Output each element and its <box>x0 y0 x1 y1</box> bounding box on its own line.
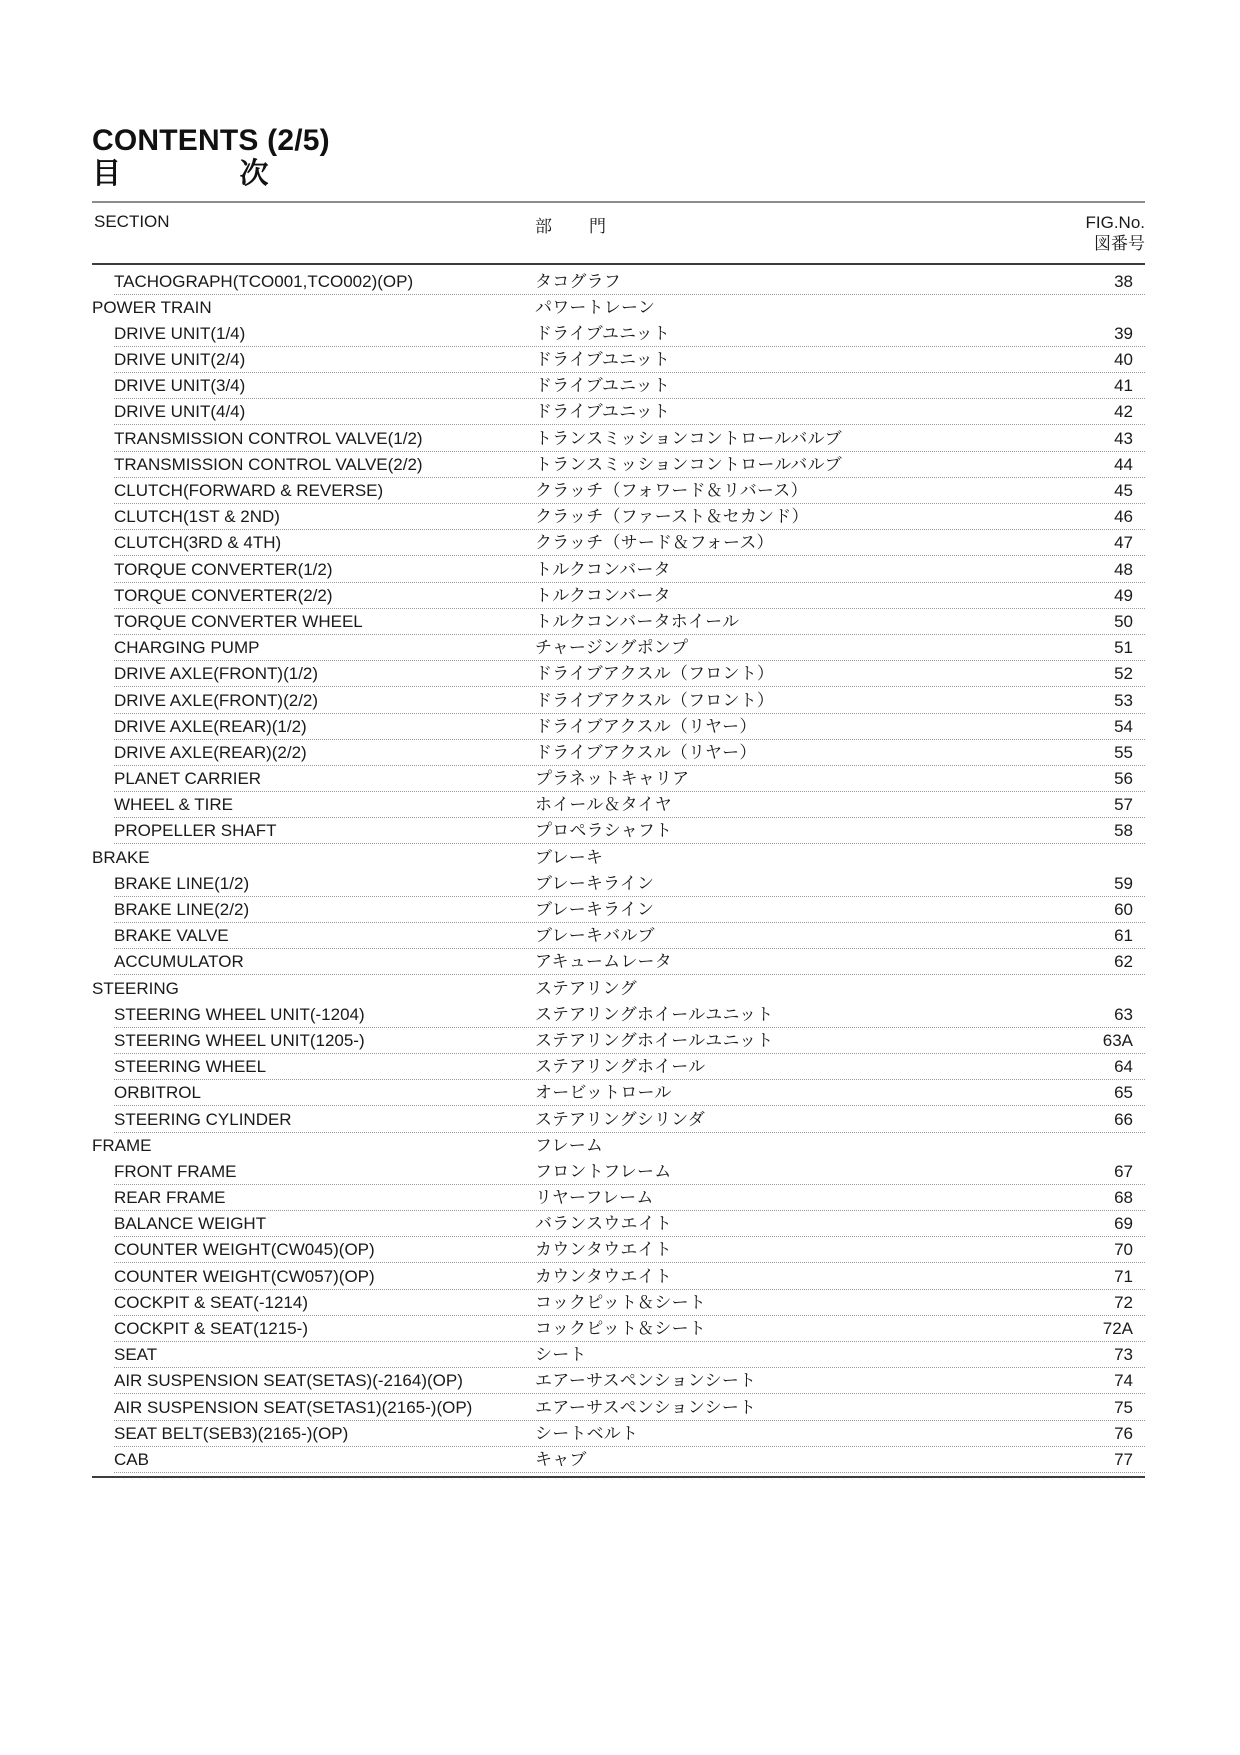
contents-entry-japanese: ブレーキ <box>535 847 604 867</box>
contents-entry-figno: 76 <box>1114 1423 1133 1443</box>
contents-table-body <box>92 265 1145 1473</box>
contents-entry-figno: 53 <box>1114 690 1133 710</box>
title-block <box>92 125 1145 191</box>
contents-item-row[interactable] <box>92 1290 1145 1316</box>
contents-entry-english: DRIVE UNIT(1/4) <box>114 323 246 343</box>
contents-group-row[interactable] <box>92 844 1145 870</box>
contents-entry-english: ACCUMULATOR <box>114 952 244 972</box>
contents-entry-japanese: ドライブユニット <box>535 376 671 396</box>
contents-entry-figno: 69 <box>1114 1214 1133 1234</box>
contents-entry-english: TORQUE CONVERTER(2/2) <box>114 585 333 605</box>
contents-entry-japanese: ブレーキライン <box>535 873 655 893</box>
contents-entry-english: CLUTCH(3RD & 4TH) <box>114 533 282 553</box>
contents-entry-english: ORBITROL <box>114 1083 201 1103</box>
contents-entry-english: DRIVE AXLE(REAR)(1/2) <box>114 716 307 736</box>
contents-entry-japanese: プラネットキャリア <box>535 769 690 789</box>
contents-entry-english: DRIVE AXLE(FRONT)(2/2) <box>114 690 319 710</box>
contents-entry-figno: 48 <box>1114 559 1133 579</box>
contents-item-row[interactable] <box>92 1080 1145 1106</box>
contents-item-row[interactable] <box>92 530 1145 556</box>
contents-entry-figno: 60 <box>1114 900 1133 920</box>
contents-entry-english: COUNTER WEIGHT(CW057)(OP) <box>114 1266 375 1286</box>
contents-entry-japanese: ホイール＆タイヤ <box>535 795 672 815</box>
contents-entry-japanese: エアーサスペンションシート <box>535 1397 757 1417</box>
contents-entry-english: TORQUE CONVERTER(1/2) <box>114 559 333 579</box>
contents-item-row[interactable] <box>92 268 1145 294</box>
contents-item-row[interactable] <box>92 1447 1145 1473</box>
contents-entry-figno: 73 <box>1114 1345 1133 1365</box>
contents-entry-japanese: シートベルト <box>535 1423 639 1443</box>
contents-entry-english: POWER TRAIN <box>92 297 212 317</box>
contents-entry-english: SEAT BELT(SEB3)(2165-)(OP) <box>114 1423 349 1443</box>
contents-item-row[interactable] <box>92 1421 1145 1447</box>
contents-entry-figno: 66 <box>1114 1109 1133 1129</box>
contents-entry-japanese: カウンタウエイト <box>535 1240 672 1260</box>
contents-item-row[interactable] <box>92 792 1145 818</box>
contents-entry-figno: 47 <box>1114 533 1133 553</box>
contents-entry-english: BALANCE WEIGHT <box>114 1214 267 1234</box>
contents-entry-figno: 62 <box>1114 952 1133 972</box>
contents-entry-figno: 70 <box>1114 1240 1133 1260</box>
contents-entry-figno: 74 <box>1114 1371 1133 1391</box>
contents-item-row[interactable] <box>92 897 1145 923</box>
contents-entry-japanese: トルクコンバータホイール <box>535 611 740 631</box>
contents-item-row[interactable] <box>92 1028 1145 1054</box>
contents-entry-japanese: コックピット＆シート <box>535 1319 706 1339</box>
contents-entry-figno: 38 <box>1114 271 1133 291</box>
contents-item-row[interactable] <box>92 1316 1145 1342</box>
contents-item-row[interactable] <box>92 583 1145 609</box>
contents-entry-english: FRAME <box>92 1135 152 1155</box>
contents-entry-english: DRIVE UNIT(2/4) <box>114 350 246 370</box>
contents-item-row[interactable] <box>92 766 1145 792</box>
contents-item-row[interactable] <box>92 714 1145 740</box>
contents-entry-english: CLUTCH(FORWARD & REVERSE) <box>114 481 384 501</box>
contents-entry-english: WHEEL & TIRE <box>114 795 234 815</box>
table-header-row <box>92 203 1145 262</box>
contents-entry-english: REAR FRAME <box>114 1188 226 1208</box>
contents-item-row[interactable] <box>92 949 1145 975</box>
contents-item-row[interactable] <box>92 347 1145 373</box>
contents-entry-english: BRAKE <box>92 847 150 867</box>
contents-entry-japanese: バランスウエイト <box>535 1214 673 1234</box>
contents-entry-figno: 54 <box>1114 716 1133 736</box>
contents-item-row[interactable] <box>92 661 1145 687</box>
contents-item-row[interactable] <box>92 1002 1145 1028</box>
contents-entry-english: DRIVE UNIT(3/4) <box>114 376 246 396</box>
contents-entry-japanese: ステアリングホイールユニット <box>535 1004 774 1024</box>
contents-item-row[interactable] <box>92 504 1145 530</box>
contents-item-row[interactable] <box>92 635 1145 661</box>
contents-entry-japanese: カウンタウエイト <box>535 1266 672 1286</box>
contents-entry-figno: 67 <box>1114 1161 1133 1181</box>
contents-entry-english: STEERING CYLINDER <box>114 1109 292 1129</box>
contents-entry-figno: 65 <box>1114 1083 1133 1103</box>
contents-item-row[interactable] <box>92 321 1145 347</box>
contents-group-row[interactable] <box>92 975 1145 1001</box>
contents-item-row[interactable] <box>92 1263 1145 1289</box>
table-bottom-divider <box>92 1476 1145 1478</box>
contents-entry-japanese: ドライブユニット <box>535 402 671 422</box>
contents-entry-japanese: ドライブアクスル（フロント） <box>535 690 775 710</box>
contents-item-row[interactable] <box>92 425 1145 451</box>
contents-item-row[interactable] <box>92 1185 1145 1211</box>
contents-entry-japanese: クラッチ（サード＆フォース） <box>535 533 774 553</box>
contents-entry-figno: 56 <box>1114 769 1133 789</box>
contents-item-row[interactable] <box>92 818 1145 844</box>
contents-entry-english: STEERING WHEEL <box>114 1057 267 1077</box>
column-header-figno-japanese: 図番号 <box>1094 234 1145 254</box>
page-title-japanese: 目 次 <box>92 158 270 191</box>
contents-entry-english: SEAT <box>114 1345 158 1365</box>
contents-entry-figno: 68 <box>1114 1188 1133 1208</box>
contents-entry-figno: 77 <box>1114 1449 1133 1469</box>
column-header-section-japanese: 部 門 <box>535 216 607 236</box>
contents-entry-figno: 55 <box>1114 742 1133 762</box>
contents-entry-english: PLANET CARRIER <box>114 769 262 789</box>
contents-entry-figno: 51 <box>1114 638 1133 658</box>
contents-item-row[interactable] <box>92 478 1145 504</box>
contents-entry-figno: 64 <box>1114 1057 1133 1077</box>
contents-entry-figno: 40 <box>1114 350 1133 370</box>
contents-entry-english: AIR SUSPENSION SEAT(SETAS1)(2165-)(OP) <box>114 1397 473 1417</box>
contents-entry-english: BRAKE VALVE <box>114 926 229 946</box>
contents-entry-figno: 46 <box>1114 507 1133 527</box>
contents-entry-english: BRAKE LINE(2/2) <box>114 900 250 920</box>
column-header-figno <box>955 212 1145 255</box>
page-title-english: CONTENTS (2/5) <box>92 124 330 157</box>
contents-entry-english: COCKPIT & SEAT(1215-) <box>114 1319 308 1339</box>
contents-entry-figno: 63 <box>1114 1004 1133 1024</box>
contents-item-row[interactable] <box>92 923 1145 949</box>
contents-entry-japanese: ブレーキライン <box>535 900 655 920</box>
contents-item-row[interactable] <box>92 1159 1145 1185</box>
contents-entry-english: TRANSMISSION CONTROL VALVE(1/2) <box>114 428 423 448</box>
contents-entry-japanese: クラッチ（ファースト＆セカンド） <box>535 507 809 527</box>
contents-group-row[interactable] <box>92 1133 1145 1159</box>
contents-entry-japanese: トルクコンバータ <box>535 559 671 579</box>
contents-item-row[interactable] <box>92 399 1145 425</box>
contents-entry-japanese: エアーサスペンションシート <box>535 1371 757 1391</box>
column-header-figno-english: FIG.No. <box>1085 212 1145 232</box>
contents-entry-japanese: フレーム <box>535 1135 604 1155</box>
contents-item-row[interactable] <box>92 609 1145 635</box>
contents-entry-english: STEERING WHEEL UNIT(1205-) <box>114 1030 365 1050</box>
contents-item-row[interactable] <box>92 1106 1145 1132</box>
contents-entry-japanese: ドライブアクスル（フロント） <box>535 664 775 684</box>
contents-item-row[interactable] <box>92 373 1145 399</box>
contents-entry-japanese: ステアリングホイール <box>535 1057 706 1077</box>
contents-entry-english: TRANSMISSION CONTROL VALVE(2/2) <box>114 454 423 474</box>
contents-item-row[interactable] <box>92 1368 1145 1394</box>
contents-entry-figno: 71 <box>1114 1266 1133 1286</box>
contents-entry-figno: 72A <box>1102 1319 1133 1339</box>
contents-item-row[interactable] <box>92 1237 1145 1263</box>
contents-entry-figno: 59 <box>1114 873 1133 893</box>
contents-item-row[interactable] <box>92 871 1145 897</box>
contents-entry-figno: 52 <box>1114 664 1133 684</box>
contents-entry-japanese: パワートレーン <box>535 297 656 317</box>
contents-item-row[interactable] <box>92 687 1145 713</box>
contents-item-row[interactable] <box>92 1394 1145 1420</box>
contents-entry-english: CHARGING PUMP <box>114 638 260 658</box>
contents-group-row[interactable] <box>92 295 1145 321</box>
contents-entry-japanese: クラッチ（フォワード＆リバース） <box>535 481 808 501</box>
contents-entry-english: FRONT FRAME <box>114 1161 237 1181</box>
contents-entry-figno: 43 <box>1114 428 1133 448</box>
contents-entry-figno: 42 <box>1114 402 1133 422</box>
contents-entry-japanese: キャブ <box>535 1449 587 1469</box>
contents-entry-japanese: シート <box>535 1345 587 1365</box>
contents-entry-english: DRIVE UNIT(4/4) <box>114 402 246 422</box>
contents-entry-japanese: ドライブユニット <box>535 350 671 370</box>
contents-entry-figno: 72 <box>1114 1292 1133 1312</box>
contents-entry-english: CAB <box>114 1449 149 1469</box>
contents-entry-japanese: ステアリング <box>535 978 637 998</box>
contents-entry-english: STEERING <box>92 978 179 998</box>
contents-entry-japanese: ブレーキバルブ <box>535 926 655 946</box>
contents-entry-english: TORQUE CONVERTER WHEEL <box>114 611 363 631</box>
contents-entry-japanese: プロペラシャフト <box>535 821 673 841</box>
contents-entry-figno: 58 <box>1114 821 1133 841</box>
contents-entry-japanese: トルクコンバータ <box>535 585 671 605</box>
contents-entry-japanese: ステアリングホイールユニット <box>535 1030 774 1050</box>
column-header-section: SECTION <box>94 211 170 231</box>
contents-entry-japanese: ドライブアクスル（リヤー） <box>535 716 757 736</box>
contents-entry-japanese: タコグラフ <box>535 271 621 291</box>
contents-entry-english: DRIVE AXLE(FRONT)(1/2) <box>114 664 319 684</box>
contents-item-row[interactable] <box>92 1054 1145 1080</box>
contents-entry-english: STEERING WHEEL UNIT(-1204) <box>114 1004 365 1024</box>
contents-entry-figno: 75 <box>1114 1397 1133 1417</box>
contents-entry-japanese: コックピット＆シート <box>535 1292 706 1312</box>
contents-entry-figno: 61 <box>1114 926 1133 946</box>
contents-document <box>92 125 1145 1478</box>
contents-entry-english: COUNTER WEIGHT(CW045)(OP) <box>114 1240 375 1260</box>
contents-entry-figno: 45 <box>1114 481 1133 501</box>
contents-entry-figno: 57 <box>1114 795 1133 815</box>
contents-entry-english: PROPELLER SHAFT <box>114 821 277 841</box>
contents-entry-japanese: フロントフレーム <box>535 1161 672 1181</box>
contents-entry-english: CLUTCH(1ST & 2ND) <box>114 507 280 527</box>
contents-entry-figno: 63A <box>1102 1030 1133 1050</box>
contents-entry-japanese: ステアリングシリンダ <box>535 1109 705 1129</box>
contents-item-row[interactable] <box>92 556 1145 582</box>
contents-item-row[interactable] <box>92 1342 1145 1368</box>
contents-item-row[interactable] <box>92 1211 1145 1237</box>
contents-entry-japanese: トランスミッションコントロールバルブ <box>535 428 842 448</box>
contents-entry-figno: 50 <box>1114 611 1133 631</box>
contents-entry-english: AIR SUSPENSION SEAT(SETAS)(-2164)(OP) <box>114 1371 463 1391</box>
contents-entry-japanese: チャージングポンプ <box>535 638 689 658</box>
contents-entry-english: TACHOGRAPH(TCO001,TCO002)(OP) <box>114 271 414 291</box>
contents-entry-figno: 39 <box>1114 323 1133 343</box>
contents-entry-japanese: アキュームレータ <box>535 952 672 972</box>
contents-item-row[interactable] <box>92 452 1145 478</box>
contents-entry-english: DRIVE AXLE(REAR)(2/2) <box>114 742 307 762</box>
contents-entry-japanese: オービットロール <box>535 1083 672 1103</box>
contents-entry-japanese: ドライブユニット <box>535 323 671 343</box>
contents-entry-english: COCKPIT & SEAT(-1214) <box>114 1292 308 1312</box>
contents-entry-figno: 41 <box>1114 376 1133 396</box>
contents-entry-japanese: トランスミッションコントロールバルブ <box>535 454 842 474</box>
contents-entry-japanese: リヤーフレーム <box>535 1188 654 1208</box>
contents-entry-japanese: ドライブアクスル（リヤー） <box>535 742 757 762</box>
contents-entry-figno: 49 <box>1114 585 1133 605</box>
contents-entry-figno: 44 <box>1114 454 1133 474</box>
contents-item-row[interactable] <box>92 740 1145 766</box>
contents-entry-english: BRAKE LINE(1/2) <box>114 873 250 893</box>
